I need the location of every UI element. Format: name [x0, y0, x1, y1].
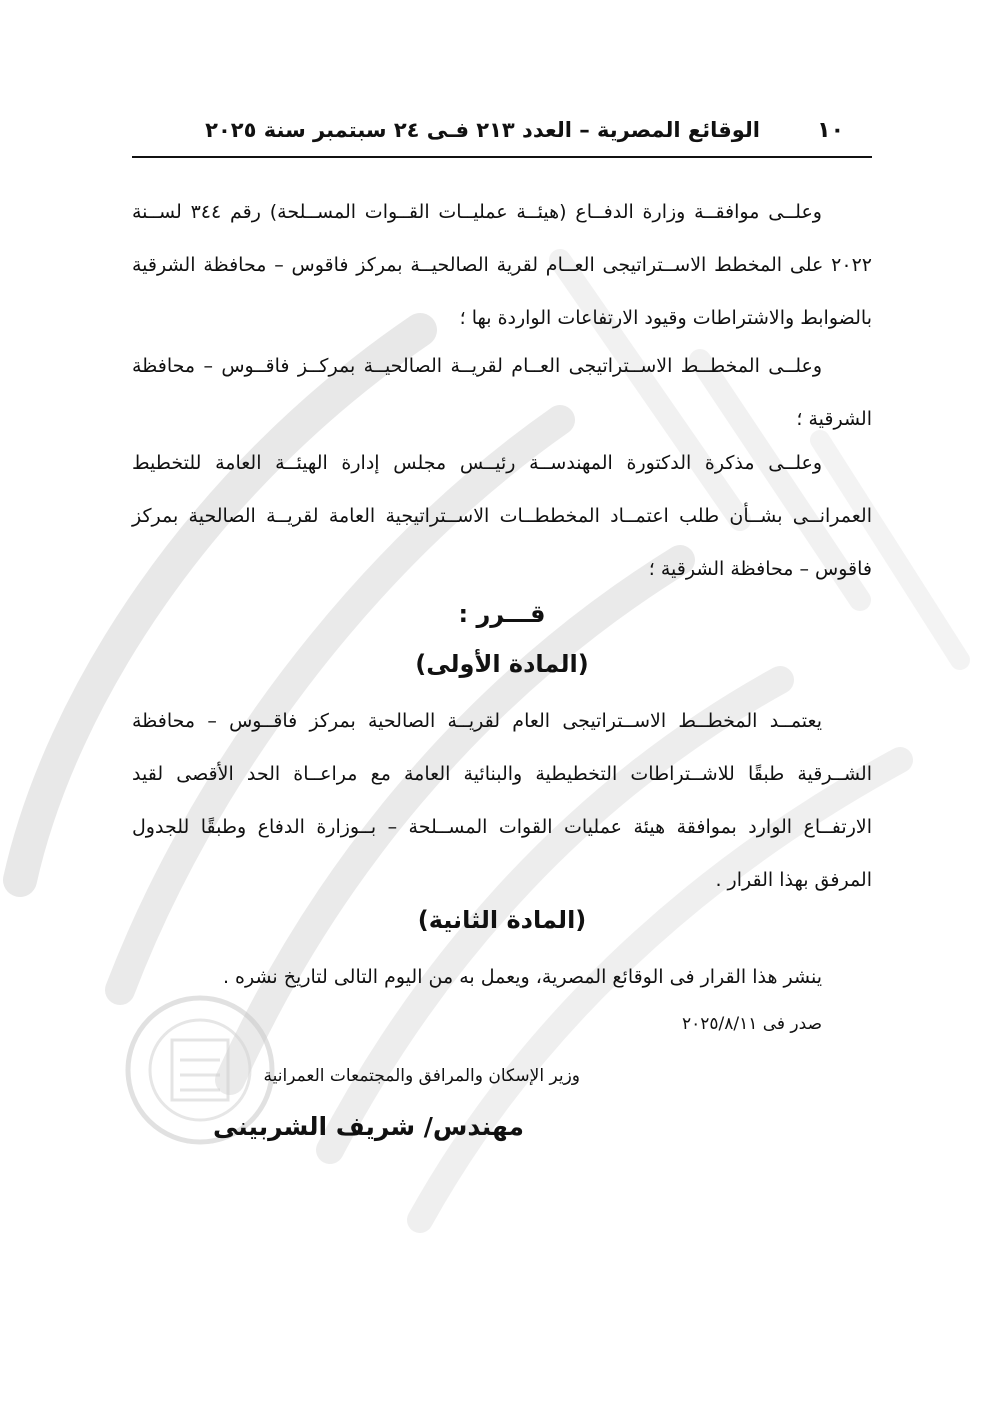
document-page	[132, 0, 872, 1418]
preamble-paragraph-3: وعلــى مذكرة الدكتورة المهندســة رئيــس مجلس إدارة الهيئــة العامة للتخطيط العمرانــى بشــأن طلب اعتمــاد المخططــات الاســتراتيجية العامة لقريــة الصالحية بمركز فاقوس – محافظة الشرقية ؛	[132, 452, 872, 580]
minister-title: وزير الإسكان والمرافق والمجتمعات العمرانية	[263, 1066, 580, 1086]
article-two-title: (المادة الثانية)	[417, 906, 587, 934]
decision-heading: قـــرر :	[458, 600, 546, 628]
page-header	[132, 114, 872, 158]
article-one-body: يعتمــد المخطــط الاســتراتيجى العام لقريــة الصالحية بمركز فاقــوس – محافظة الشــرقية طبقًا للاشــتراطات التخطيطية والبنائية العامة مع مراعــاة الحد الأقصى لقيد الارتفــاع الوارد بموافقة هيئة عمليات القوات المســلحة – بــوزارة الدفاع وطبقًا للجدول المرفق بهذا القرار .	[132, 710, 872, 891]
preamble-paragraph-1: وعلــى موافقــة وزارة الدفــاع (هيئــة عمليــات القــوات المســلحة) رقم ٣٤٤ لســنة ٢٠٢٢ على المخطط الاســتراتيجى العــام لقرية الصالحيــة بمركز فاقوس – محافظة الشرقية بالضوابط والاشتراطات وقيود الارتفاعات الواردة بها ؛	[132, 201, 872, 329]
article-one-title: (المادة الأولى)	[415, 650, 589, 678]
page-number: ١٠	[817, 118, 844, 143]
preamble-paragraph-2: وعلــى المخطــط الاســتراتيجى العــام لقريــة الصالحيــة بمركــز فاقــوس – محافظة الشرقية ؛	[132, 355, 872, 430]
issue-date: صدر فى ٢٠٢٥/٨/١١	[681, 1014, 822, 1034]
gazette-header-title: الوقائع المصرية – العدد ٢١٣ فـى ٢٤ سبتمبر سنة ٢٠٢٥	[205, 118, 760, 142]
article-two-body: ينشر هذا القرار فى الوقائع المصرية، ويعمل به من اليوم التالى لتاريخ نشره .	[222, 966, 822, 988]
minister-signature-name: مهندس/ شريف الشربينى	[213, 1112, 524, 1141]
